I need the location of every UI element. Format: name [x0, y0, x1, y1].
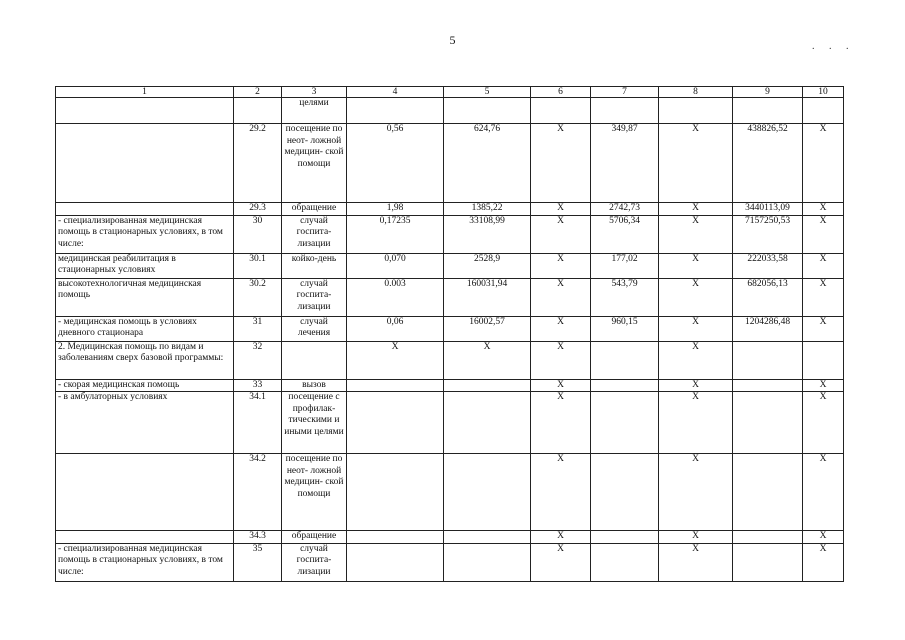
table-cell [56, 531, 234, 544]
table-cell: обращение [282, 203, 347, 216]
table-cell [234, 98, 282, 124]
table-cell: 1,98 [347, 203, 444, 216]
table-cell: X [347, 341, 444, 379]
table-cell: 35 [234, 543, 282, 581]
table-cell: X [659, 392, 733, 454]
table-cell [591, 379, 659, 392]
table-cell: обращение [282, 531, 347, 544]
table-cell: 682056,13 [733, 278, 803, 316]
table-cell: X [531, 392, 591, 454]
table-cell [733, 531, 803, 544]
table-cell: X [444, 341, 531, 379]
table-cell [591, 454, 659, 531]
table-row [56, 454, 844, 531]
table-cell: 5706,34 [591, 215, 659, 253]
table-cell: 0,56 [347, 124, 444, 203]
table-cell [444, 98, 531, 124]
table-cell: X [531, 124, 591, 203]
table-cell [56, 98, 234, 124]
table-cell: - в амбулаторных условиях [56, 392, 234, 454]
table-cell: 349,87 [591, 124, 659, 203]
header-cell: 3 [282, 87, 347, 98]
table-cell: X [531, 341, 591, 379]
table-cell [733, 379, 803, 392]
table-cell: 30.1 [234, 253, 282, 278]
table-cell: X [803, 215, 844, 253]
table-row [56, 379, 844, 392]
table-cell [444, 543, 531, 581]
table-cell [347, 454, 444, 531]
table-cell [803, 98, 844, 124]
table-cell: 30.2 [234, 278, 282, 316]
table-cell: X [531, 543, 591, 581]
table-cell: 0,17235 [347, 215, 444, 253]
table-cell: 0,06 [347, 316, 444, 341]
table-cell: X [531, 203, 591, 216]
table-cell [444, 454, 531, 531]
table-cell: X [531, 454, 591, 531]
table-cell [347, 531, 444, 544]
header-row [56, 87, 844, 98]
table-cell [733, 341, 803, 379]
table-cell: посещение с профилак- тическими и иными целями [282, 392, 347, 454]
table-cell: посещение по неот- ложной медицин- ской помощи [282, 454, 347, 531]
table-cell [591, 543, 659, 581]
table-row [56, 215, 844, 253]
table-cell: X [659, 124, 733, 203]
table-cell [733, 98, 803, 124]
table-cell: X [803, 203, 844, 216]
table-cell: 16002,57 [444, 316, 531, 341]
table-row [56, 98, 844, 124]
table-cell: X [659, 316, 733, 341]
table-cell: 543,79 [591, 278, 659, 316]
table-cell: X [659, 543, 733, 581]
table-cell [444, 531, 531, 544]
table-cell: 33108,99 [444, 215, 531, 253]
table-row [56, 531, 844, 544]
table-cell [659, 98, 733, 124]
table-cell: 30 [234, 215, 282, 253]
table-cell: X [803, 543, 844, 581]
table-cell: медицинская реабилитация в стационарных условиях [56, 253, 234, 278]
table-cell: 34.2 [234, 454, 282, 531]
header-cell: 10 [803, 87, 844, 98]
table-cell: X [531, 278, 591, 316]
header-cell: 9 [733, 87, 803, 98]
table-cell: койко-день [282, 253, 347, 278]
table-cell: X [659, 278, 733, 316]
table-cell [591, 531, 659, 544]
table-row [56, 316, 844, 341]
header-cell: 1 [56, 87, 234, 98]
table-cell: X [531, 316, 591, 341]
table-cell: X [659, 531, 733, 544]
table-cell: высокотехнологичная медицинская помощь [56, 278, 234, 316]
table-cell: X [803, 392, 844, 454]
header-cell: 8 [659, 87, 733, 98]
table-cell: X [659, 341, 733, 379]
table-cell: X [659, 203, 733, 216]
header-cell: 5 [444, 87, 531, 98]
table-cell: X [659, 215, 733, 253]
table-cell: 29.2 [234, 124, 282, 203]
table-cell: 34.3 [234, 531, 282, 544]
table-cell [733, 543, 803, 581]
table-cell: 1204286,48 [733, 316, 803, 341]
table-cell: - специализированная медицинская помощь в стационарных условиях, в том числе: [56, 543, 234, 581]
table-cell: 624,76 [444, 124, 531, 203]
table-row [56, 341, 844, 379]
table-cell [347, 543, 444, 581]
table-cell [531, 98, 591, 124]
table-cell: 2. Медицинская помощь по видам и заболеваниям сверх базовой программы: [56, 341, 234, 379]
table-cell: 160031,94 [444, 278, 531, 316]
table-cell [733, 392, 803, 454]
table-cell: целями [282, 98, 347, 124]
table-cell: X [803, 278, 844, 316]
table-row [56, 124, 844, 203]
table-cell: 960,15 [591, 316, 659, 341]
table-cell: 222033,58 [733, 253, 803, 278]
table-row [56, 543, 844, 581]
table-cell: - специализированная медицинская помощь в стационарных условиях, в том числе: [56, 215, 234, 253]
table-cell: X [659, 454, 733, 531]
table-cell: 32 [234, 341, 282, 379]
table-cell: 29.3 [234, 203, 282, 216]
table-cell [56, 124, 234, 203]
table-cell: X [659, 379, 733, 392]
table-row [56, 203, 844, 216]
table-row [56, 278, 844, 316]
header-cell: 2 [234, 87, 282, 98]
table-cell: - скорая медицинская помощь [56, 379, 234, 392]
table-cell [444, 392, 531, 454]
table-cell: посещение по неот- ложной медицин- ской помощи [282, 124, 347, 203]
table-cell: 31 [234, 316, 282, 341]
table-cell: 2742,73 [591, 203, 659, 216]
table-cell: случай госпита- лизации [282, 543, 347, 581]
table-cell [282, 341, 347, 379]
table-cell [347, 392, 444, 454]
table-cell: X [531, 215, 591, 253]
table-cell: 177,02 [591, 253, 659, 278]
table-cell: 2528,9 [444, 253, 531, 278]
table-cell: X [531, 253, 591, 278]
table-row [56, 392, 844, 454]
table-cell: - медицинская помощь в условиях дневного стационара [56, 316, 234, 341]
table-cell: 7157250,53 [733, 215, 803, 253]
table-cell: X [659, 253, 733, 278]
table-cell: 438826,52 [733, 124, 803, 203]
corner-marks: . . . [812, 41, 855, 52]
table-cell: 3440113,09 [733, 203, 803, 216]
table-cell: X [803, 379, 844, 392]
table-row [56, 253, 844, 278]
table-cell: случай госпита- лизации [282, 278, 347, 316]
table-cell: X [803, 454, 844, 531]
table-cell: X [803, 124, 844, 203]
table-cell [56, 203, 234, 216]
table-cell [347, 98, 444, 124]
header-cell: 6 [531, 87, 591, 98]
table-cell [803, 341, 844, 379]
table-cell: X [531, 531, 591, 544]
table-cell: 33 [234, 379, 282, 392]
table-cell [591, 392, 659, 454]
tariff-table [55, 86, 844, 582]
header-cell: 4 [347, 87, 444, 98]
table-cell [591, 341, 659, 379]
page-number: 5 [449, 33, 456, 47]
table-cell: 0,070 [347, 253, 444, 278]
table-cell [591, 98, 659, 124]
table-cell: X [803, 253, 844, 278]
table-cell [444, 379, 531, 392]
table-cell: X [531, 379, 591, 392]
table-cell: случай госпита- лизации [282, 215, 347, 253]
table-cell: вызов [282, 379, 347, 392]
table-cell [56, 454, 234, 531]
table-cell [733, 454, 803, 531]
table-cell: случай лечения [282, 316, 347, 341]
table-cell: 1385,22 [444, 203, 531, 216]
table-cell: 0.003 [347, 278, 444, 316]
table-cell: 34.1 [234, 392, 282, 454]
table-cell: X [803, 531, 844, 544]
table-cell [347, 379, 444, 392]
header-cell: 7 [591, 87, 659, 98]
table-cell: X [803, 316, 844, 341]
